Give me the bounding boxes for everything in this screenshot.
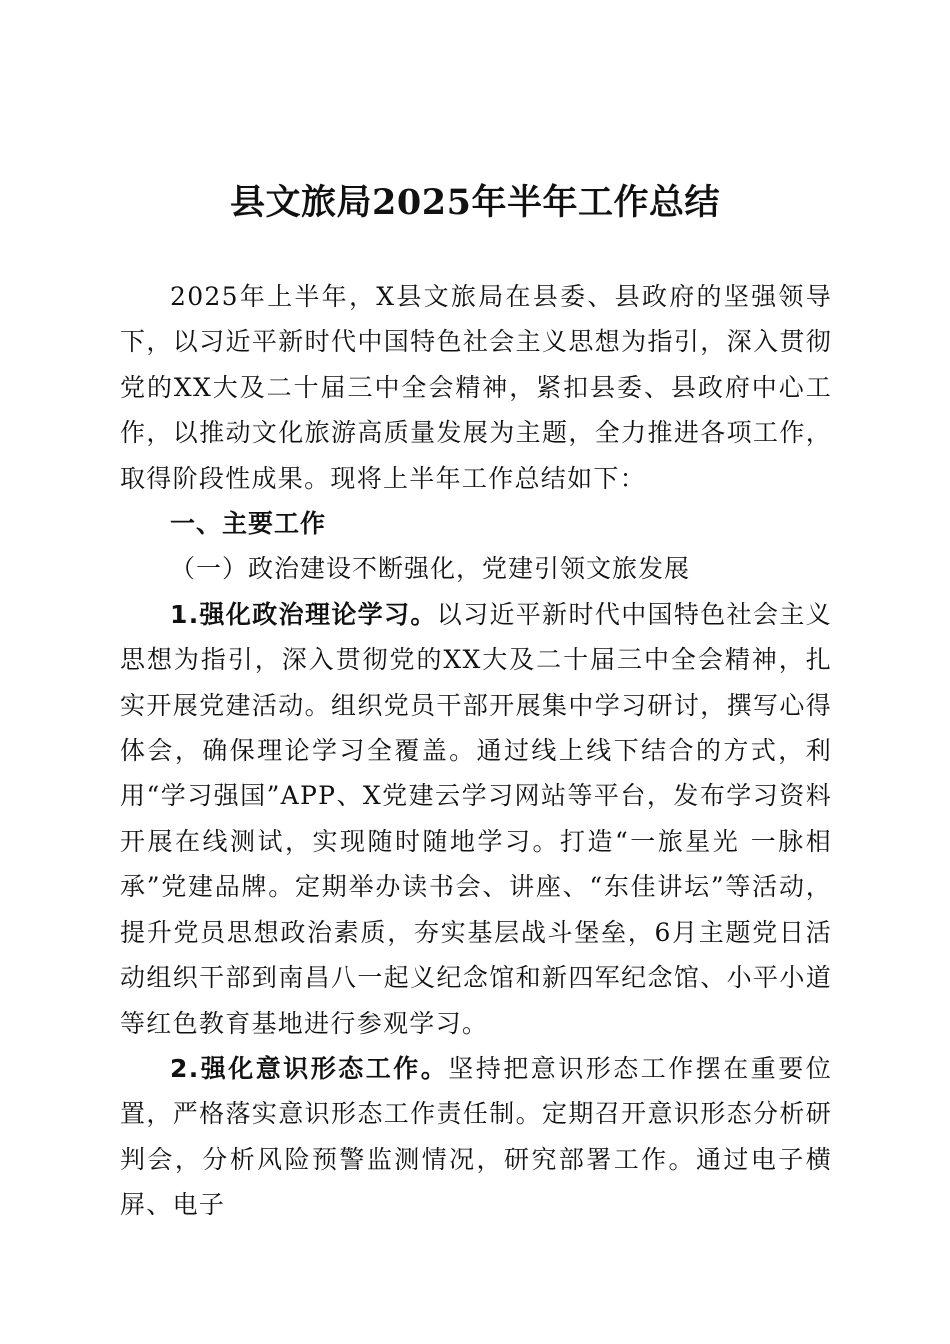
item-text-ideology-work: 坚持把意识形态工作摆在重要位置，严格落实意识形态工作责任制。定期召开意识形态分析研判会，分析风险预警监测情况，研究部署工作。通过电子横屏、电子 xyxy=(120,1053,833,1220)
item-paragraph-theory-study xyxy=(120,592,832,1046)
intro-paragraph: 2025年上半年，X县文旅局在县委、县政府的坚强领导下，以习近平新时代中国特色社会主义思想为指引，深入贯彻党的XX大及二十届三中全会精神，紧扣县委、县政府中心工作，以推动文化旅游高质量发展为主题，全力推进各项工作，取得阶段性成果。现将上半年工作总结如下： xyxy=(120,282,832,493)
item-lead-ideology-work: 2.强化意识形态工作。 xyxy=(170,1053,449,1083)
document-body xyxy=(120,274,832,1228)
item-lead-theory-study: 1.强化政治理论学习。 xyxy=(170,599,437,629)
subsection-heading-political-construction: （一）政治建设不断强化，党建引领文旅发展 xyxy=(170,554,691,584)
item-text-theory-study: 以习近平新时代中国特色社会主义思想为指引，深入贯彻党的XX大及二十届三中全会精神，扎实开展党建活动。组织党员干部开展集中学习研讨，撰写心得体会，确保理论学习全覆盖。通过线上线下结合的方式，利用“学习强国”APP、X党建云学习网站等平台，发布学习资料开展在线测试，实现随时随地学习。打造“一旅星光 一脉相承”党建品牌。定期举办读书会、讲座、“东佳讲坛”等活动，提升党员思想政治素质，夯实基层战斗堡垒，6月主题党日活动组织干部到南昌八一起义纪念馆和新四军纪念馆、小平小道等红色教育基地进行参观学习。 xyxy=(120,599,832,1038)
item-paragraph-ideology-work xyxy=(120,1046,832,1228)
section-heading-main-work: 一、主要工作 xyxy=(170,509,327,539)
document-title: 县文旅局2025年半年工作总结 xyxy=(230,182,720,223)
